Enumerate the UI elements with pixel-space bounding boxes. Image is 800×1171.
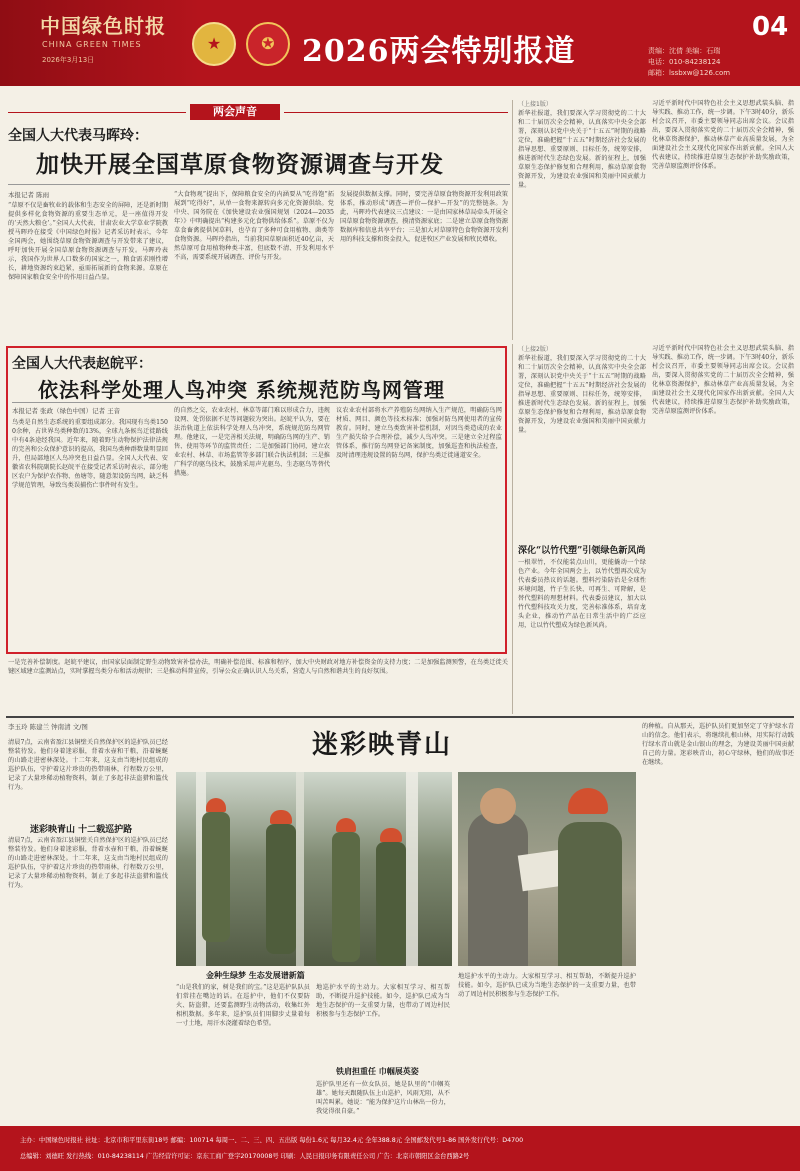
birch-trunk <box>406 772 418 966</box>
hard-hat-icon <box>380 828 402 842</box>
article3-column-5: 地巡护水平的主动力。大家相互学习、相互帮助，不断提升巡护技能。如今，巡护队已成为当地生态保护的一支重要力量，也带动了周边村民积极参与生态保护工作。 <box>458 973 636 998</box>
article2-column-1: 鸟类是自然生态系统的重要组成部分。我国现有鸟类1500余种，占世界鸟类种数的13%，全球九条候鸟迁徙路线中有4条途经我国。近年来，随着野生动物保护法律法规的完善和公众保护意识的提高，我国鸟类种群数量明显回升，但局部地区人鸟冲突也日益凸显。全国人大代表、安徽省农科院副院长赵皖平在接受记者采访时表示，部分地区农户为保护农作物、鱼塘等，随意架设防鸟网，缺乏科学规范管理，导致鸟类误捕伤亡事件时有发生。 <box>12 419 168 489</box>
article3-column-4: 巡护队里还有一位女队员，她是队里的“巾帼英雄”。她每天跟随队伍上山巡护，风雨无阻，从不叫苦叫累。她说：“能为保护这片山林出一份力，我觉得很自豪。” <box>316 1081 450 1115</box>
hard-hat-icon <box>568 788 608 814</box>
ranger-figure <box>332 832 360 962</box>
footer-line-2: 总编辑：刘德旺 发行热线：010-84238114 广告经营许可证：京东工商广登字20170008号 印刷：人民日报印务有限责任公司 广告：北京市朝阳区金台西路2号 <box>20 1153 470 1160</box>
article2-rule <box>12 402 502 403</box>
article2-kicker: 全国人大代表赵皖平： <box>12 356 152 372</box>
article2-byline: 本报记者 张政（绿色中国）记者 王音 <box>12 407 121 415</box>
elder-figure <box>468 812 528 966</box>
article1-column-3: 发展提供数据支撑。同时，要完善草原食物资源开发利用政策体系，推动形成“调查—评价—保护—开发”的完整链条。为此，马晖玲代表建议三点建议：一是由国家林草局牵头开展全国草原食物资源调查，摸清资源家底；二是建立草原食物资源数据库和信息共享平台；三是加大对草原特色食物资源开发利用的科技支撑和资金投入，促进牧区产业发展和牧民增收。 <box>340 191 508 243</box>
ranger-figure <box>202 812 230 942</box>
masthead <box>0 0 800 86</box>
article1-column-5: 习近平新时代中国特色社会主义思想武装头脑、指导实践、推动工作，统一步调。下午3时40分，新乐村会议召开，市委主要领导同志出席会议。会议指出，要深入贯彻落实党的二十届历次全会精神，强化林草资源保护，推动林草产业高质量发展，为全面建设社会主义现代化国家作出新贡献。全国人大代表建议，持续推进草原生态保护补助奖励政策，完善草原监测评价体系。 <box>652 100 794 170</box>
article3-column-3: 地巡护水平的主动力。大家相互学习、相互帮助，不断提升巡护技能。如今，巡护队已成为当地生态保护的一支重要力量，也带动了周边村民积极参与生态保护工作。 <box>316 984 450 1018</box>
photo-rangers-leaflet <box>458 772 636 966</box>
footer-line-1: 主办：中国绿色时报社 社址：北京市和平里东街18号 邮编：100714 每周一、二、三、四、五出版 每份1.6元 每月32.4元 全年388.8元 全国邮发代号1-86 国外发行代号：D4700 <box>20 1137 524 1144</box>
hard-hat-icon <box>206 798 226 812</box>
article2-column-2: 的自然之交，农业农村、林草等部门难以形成合力，违规设网、处罚依据不足等问题较为突出。赵皖平认为，要在法治轨道上依法科学处理人鸟冲突，系统规范防鸟网管理。他建议，一是完善相关法规，明确防鸟网的生产、销售、使用等环节的监管责任；二是加强部门协同，建立农业农村、林草、市场监管等多部门联合执法机制；三是推广科学的驱鸟技术，鼓励采用声光驱鸟、生态驱鸟等替代措施。 <box>174 407 330 477</box>
article3-subhead-1: 迷彩映青山 十二载巡护路 <box>30 825 133 835</box>
side-column-2: 习近平新时代中国特色社会主义思想武装头脑、指导实践、推动工作，统一步调。下午3时40分，新乐村会议召开，市委主要领导同志出席会议。会议指出，要深入贯彻落实党的二十届历次全会精神，强化林草资源保护，推动林草产业高质量发展，为全面建设社会主义现代化国家作出新贡献。全国人大代表建议，持续推进草原生态保护补助奖励政策，完善草原监测评价体系。 <box>652 345 794 415</box>
photo-forest-patrol <box>176 772 452 966</box>
ranger-figure <box>558 822 622 966</box>
article3-subhead-2: 铁肩担重任 巾帼展英姿 <box>336 1066 419 1076</box>
footer-bar <box>0 1126 800 1171</box>
cppcc-emblem-icon: ✪ <box>246 22 290 66</box>
article2-headline: 依法科学处理人鸟冲突 系统规范防鸟网管理 <box>38 378 445 402</box>
phone-line: 电话：010-84238124 <box>648 58 721 66</box>
page-number: 04 <box>752 12 789 42</box>
article3-column-2: “山是我们的家，树是我们的宝。”这是巡护队队员们常挂在嘴边的话。在巡护中，他们不仅要防火、防盗猎，还要监测野生动物活动，收集红外相机数据。多年来，巡护队员们用脚步丈量着每一寸土地，用汗水浇灌着绿色希望。 <box>176 984 310 1027</box>
continued-note-2: （上接2版） <box>518 346 552 353</box>
hard-hat-icon <box>336 818 356 832</box>
special-report-title: 2026两会特别报道 <box>302 34 576 69</box>
hard-hat-icon <box>270 810 292 824</box>
article1-column-2: “大食物观”提出下，保障粮食安全的内涵要从“吃得饱”拓展到“吃得好”，从单一食物来源转向多元化资源供给。党中央、国务院在《加快建设农业强国规划（2024—2035年）》中明确提出“构建多元化食物供给体系”。草原不仅为草食畜禽提供饲草料，也孕育了多种可食用植物、菌类等食物资源。马晖玲指出，当前我国草原面积近40亿亩，天然草原可食用植物种类丰富，但底数不清、开发利用水平不高，需要系统开展调查、评价与开发。 <box>174 191 334 261</box>
tag-rule-right <box>284 112 508 113</box>
article2-column-3: 议农业农村部将水产养殖防鸟网纳入生产规范，明确防鸟网材质、网目、颜色等技术标准；加强对防鸟网使用者的宣传教育。同时，建立鸟类致害补偿机制，对因鸟类造成的农业生产损失给予合理补偿，减少人鸟冲突。三是建立全过程监管体系，推行防鸟网登记备案制度，加强巡查和执法检查，及时清理违规设置的防鸟网，保护鸟类迁徙通道安全。 <box>336 407 502 459</box>
article3-column-1b: 清晨7点，云南省盈江县铜壁关自然保护区的巡护队员已经整装待发。他们身着迷彩服，背着水壶和干粮，沿着蜿蜒的山路走进密林深处。十二年来，这支由当地村民组成的巡护队伍，守护着这片珍贵的热带雨林，行程数万公里，记录了大量珍稀动植物资料，制止了多起非法盗猎和滥伐行为。 <box>8 837 168 889</box>
article1-column-4: 新华社报道，我们要深入学习贯彻党的二十大和二十届历次全会精神，认真落实中央全会部署，深刻认识党中央关于“十五五”时期的战略定位，准确把握“十五五”时期经济社会发展的指导思想、重要原则、目标任务，统筹安排，推进新时代生态绿色发展。新的征程上，加强草原生态保护修复和合理利用，推动草原食物资源开发，为建设农业强国和美丽中国贡献力量。 <box>518 110 646 189</box>
article3-headline: 迷彩映青山 <box>312 730 453 760</box>
email-line: 邮箱：lssbxw@126.com <box>648 69 731 77</box>
article3-byline: 李玉玲 陈建兰 钟南清 文/图 <box>8 723 88 731</box>
article3-column-1: 清晨7点，云南省盈江县铜壁关自然保护区的巡护队员已经整装待发。他们身着迷彩服，背着水壶和干粮，沿着蜿蜒的山路走进密林深处。十二年来，这支由当地村民组成的巡护队伍，守护着这片珍贵的热带雨林，行程数万公里，记录了大量珍稀动植物资料，制止了多起非法盗猎和滥伐行为。 <box>8 739 168 791</box>
ranger-figure <box>376 842 406 966</box>
side-article-body: 一根翠竹，不仅能装点山川，更能撬动一个绿色产业。今年全国两会上，以竹代塑再次成为代表委员热议的话题。塑料污染防治是全球性环境问题，竹子生长快、可再生、可降解，是替代塑料的理想材料。代表委员建议，加大以竹代塑科技攻关力度，完善标准体系，培育龙头企业，推动竹产品在日常生活中的广泛应用，让以竹代塑成为绿色新风尚。 <box>518 559 646 629</box>
continued-note: （上接1版） <box>518 101 552 108</box>
article3-column-6: 的种植。自从那天，巡护队员们更加坚定了守护绿水青山的信念。他们表示，将继续扎根山林，用实际行动践行绿水青山就是金山银山的理念，为建设美丽中国贡献自己的力量。迷彩映青山，初心守绿林，他们的故事还在继续。 <box>642 723 794 766</box>
article1-rule <box>8 184 510 185</box>
photo1-caption: 金种生绿梦 生态发展谱新篇 <box>206 970 305 980</box>
article1-headline: 加快开展全国草原食物资源调查与开发 <box>36 151 444 178</box>
section-separator <box>6 716 794 718</box>
section-tag: 两会声音 <box>190 104 280 120</box>
article1-column-1: “草原不仅是畜牧业的载体和生态安全的屏障，还是新时期提供多样化食物资源的重要生态单元，是一座值得开发的‘天然大粮仓’。”全国人大代表、甘肃农业大学草业学院教授马晖玲在接受《中国绿色时报》记者采访时表示，今年全国两会，她围绕草原食物资源调查与开发带来了建议，呼吁加快开展全国草原食物资源调查与开发。马晖玲表示，我国作为世界人口数多的国家之一，粮食需求刚性增长，耕地资源约束趋紧，亟需拓展新的食物来源。草原在保障国家粮食安全中的作用日益凸显。 <box>8 202 168 281</box>
issue-date: 2026年3月13日 <box>42 56 95 64</box>
newspaper-title: 中国绿色时报 <box>40 14 166 38</box>
editor-line: 责编：沈倩 美编：石瑞 <box>648 47 721 55</box>
tag-rule-left <box>8 112 186 113</box>
article2-continuation: 一是完善补偿制度。赵皖平建议，由国家层面制定野生动物致害补偿办法，明确补偿范围、标准和程序，加大中央财政对地方补偿资金的支持力度；二是加强监测预警，在鸟类迁徙关键区域建立监测站点，实时掌握鸟类分布和活动规律；三是推动科普宣传，引导公众正确认识人鸟关系，营造人与自然和谐共生的良好氛围。 <box>8 659 508 675</box>
article1-byline: 本报记者 陈雨 <box>8 191 50 199</box>
side-article-title: 深化“以竹代塑”引领绿色新风尚 <box>518 546 646 556</box>
column-divider <box>512 100 513 340</box>
national-emblem-icon: ★ <box>192 22 236 66</box>
column-divider-2 <box>512 344 513 714</box>
ranger-figure <box>266 824 296 954</box>
elder-face <box>480 788 516 824</box>
article1-kicker: 全国人大代表马晖玲： <box>8 128 148 144</box>
side-column-1: 新华社报道，我们要深入学习贯彻党的二十大和二十届历次全会精神，认真落实中央全会部署，深刻认识党中央关于“十五五”时期的战略定位，准确把握“十五五”时期经济社会发展的指导思想、重要原则、目标任务，统筹安排，推进新时代生态绿色发展。新的征程上，加强草原生态保护修复和合理利用，推动草原食物资源开发，为建设农业强国和美丽中国贡献力量。 <box>518 355 646 434</box>
newspaper-english-title: CHINA GREEN TIMES <box>42 40 142 49</box>
birch-trunk <box>296 772 304 966</box>
